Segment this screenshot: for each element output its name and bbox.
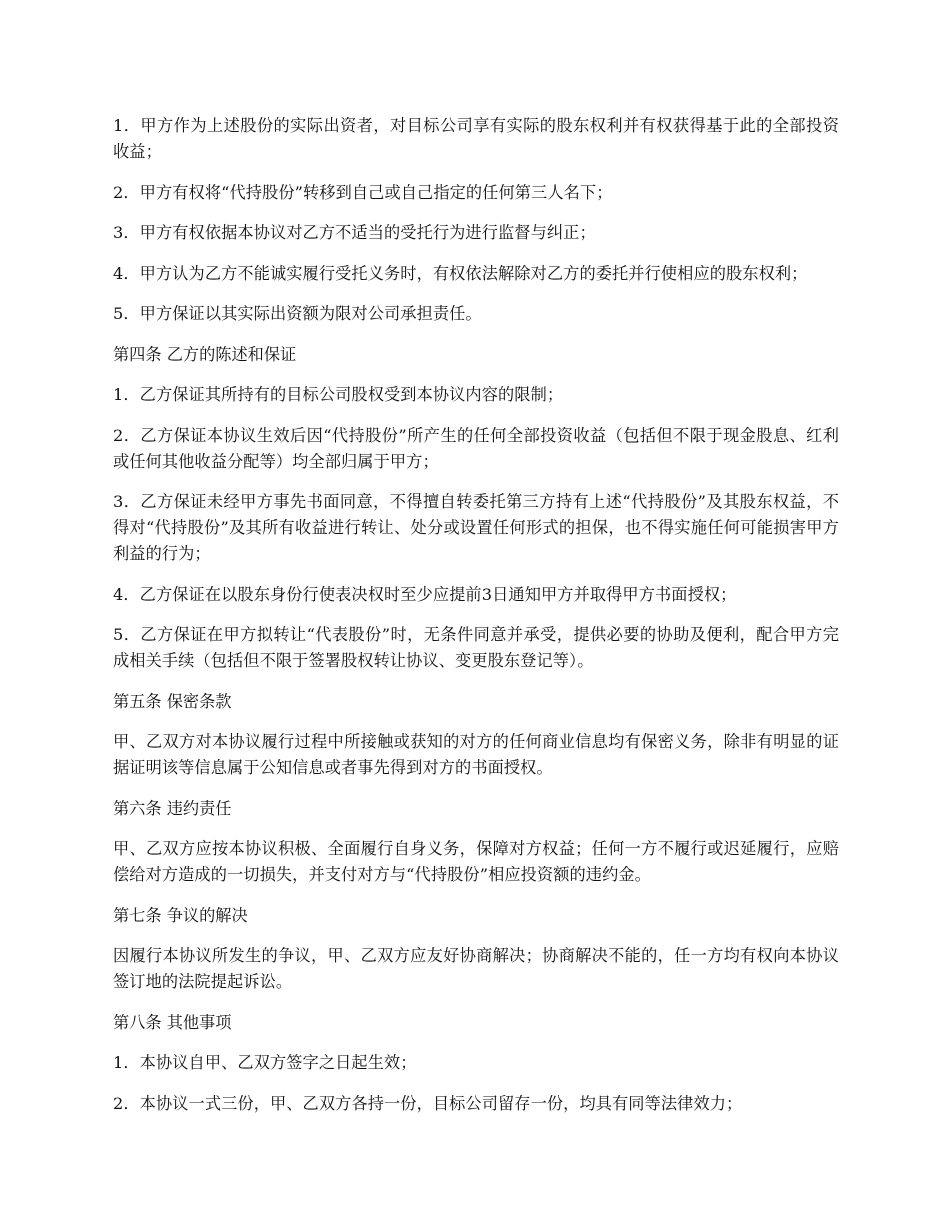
party-a-right-5: 5．甲方保证以其实际出资额为限对公司承担责任。 <box>113 304 482 323</box>
article-6-title: 第六条 违约责任 <box>113 798 232 818</box>
article-4-item-1: 1．乙方保证其所持有的目标公司股权受到本协议内容的限制； <box>113 385 564 404</box>
article-8-item-1: 1．本协议自甲、乙双方签字之日起生效； <box>113 1053 417 1072</box>
article-7-text: 因履行本协议所发生的争议，甲、乙双方应友好协商解决；协商解决不能的，任一方均有权向本协议签订地的法院提起诉讼。 <box>113 946 839 991</box>
party-a-right-4: 4．甲方认为乙方不能诚实履行受托义务时，有权依法解除对乙方的委托并行使相应的股东权利； <box>113 263 808 283</box>
article-5-title: 第五条 保密条款 <box>113 691 232 711</box>
article-7-title: 第七条 争议的解决 <box>113 905 248 925</box>
party-a-right-1: 1．甲方作为上述股份的实际出资者，对目标公司享有实际的股东权利并有权获得基于此的全部投资收益； <box>113 116 839 161</box>
article-4-item-5: 5．乙方保证在甲方拟转让“代表股份”时，无条件同意并承受，提供必要的协助及便利，配合甲方完成相关手续（包括但不限于签署股权转让协议、变更股东登记等）。 <box>113 625 839 670</box>
article-5-text: 甲、乙双方对本协议履行过程中所接触或获知的对方的任何商业信息均有保密义务，除非有明显的证据证明该等信息属于公知信息或者事先得到对方的书面授权。 <box>113 732 839 777</box>
article-8-item-2: 2．本协议一式三份，甲、乙双方各持一份，目标公司留存一份，均具有同等法律效力； <box>113 1093 743 1113</box>
party-a-right-3: 3．甲方有权依据本协议对乙方不适当的受托行为进行监督与纠正； <box>113 223 596 242</box>
article-6-text: 甲、乙双方应按本协议积极、全面履行自身义务，保障对方权益；任何一方不履行或迟延履行，应赔偿给对方造成的一切损失，并支付对方与“代持股份”相应投资额的违约金。 <box>113 839 839 884</box>
article-4-item-2: 2．乙方保证本协议生效后因“代持股份”所产生的任何全部投资收益（包括但不限于现金股息、红利或任何其他收益分配等）均全部归属于甲方； <box>113 425 839 471</box>
article-4-title: 第四条 乙方的陈述和保证 <box>113 344 297 364</box>
party-a-right-2: 2．甲方有权将“代持股份”转移到自己或自己指定的任何第三人名下； <box>113 182 613 202</box>
article-8-title: 第八条 其他事项 <box>113 1012 232 1032</box>
document-page <box>113 113 839 1131</box>
article-4-item-3: 3．乙方保证未经甲方事先书面同意，不得擅自转委托第三方持有上述“代持股份”及其股东权益，不得对“代持股份”及其所有收益进行转让、处分或设置任何形式的担保，也不得实施任何可能损害甲方利益的行为； <box>113 492 839 563</box>
article-4-item-4: 4．乙方保证在以股东身份行使表决权时至少应提前3日通知甲方并取得甲方书面授权； <box>113 584 737 604</box>
